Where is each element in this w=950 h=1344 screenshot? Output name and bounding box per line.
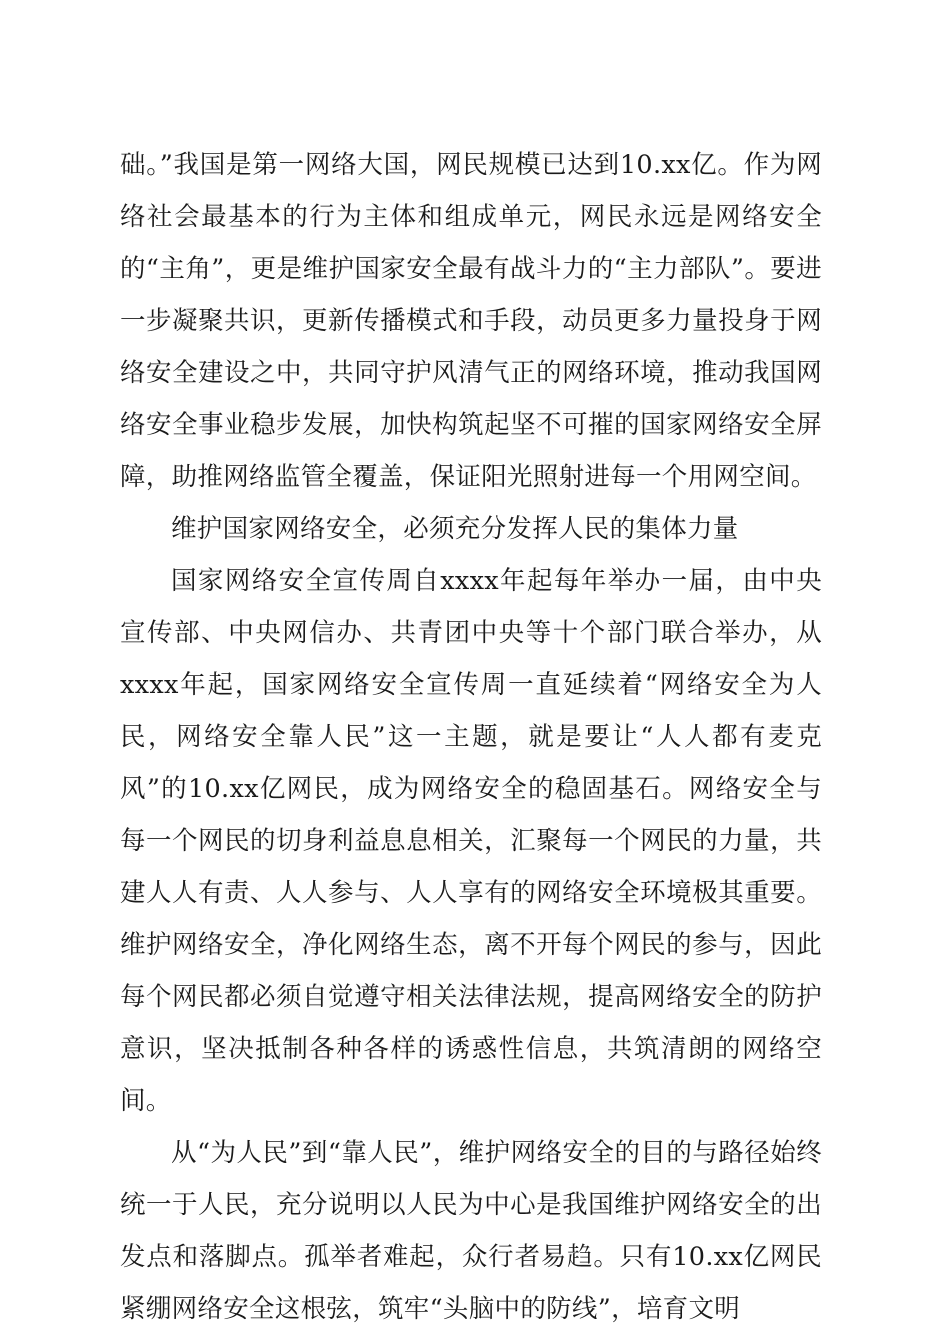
paragraph-propaganda-week: 国家网络安全宣传周自xxxx年起每年举办一届，由中央宣传部、中央网信办、共青团中央等十个部门联合举办，从xxxx年起，国家网络安全宣传周一直延续着“网络安全为人民，网络安全靠人民”这一主题，就是要让“人人都有麦克风”的10.xx亿网民，成为网络安全的稳固基石。网络安全与每一个网民的切身利益息息相关，汇聚每一个网民的力量，共建人人有责、人人参与、人人享有的网络安全环境极其重要。维护网络安全，净化网络生态，离不开每个网民的参与，因此每个网民都必须自觉遵守相关法律法规，提高网络安全的防护意识，坚决抵制各种各样的诱惑性信息，共筑清朗的网络空间。 (120, 566, 822, 1116)
paragraph-continuation: 础。”我国是第一网络大国，网民规模已达到10.xx亿。作为网络社会最基本的行为主体和组成单元，网民永远是网络安全的“主角”，更是维护国家安全最有战斗力的“主力部队”。要进一步凝聚共识，更新传播模式和手段，动员更多力量投身于网络安全建设之中，共同守护风清气正的网络环境，推动我国网络安全事业稳步发展，加快构筑起坚不可摧的国家网络安全屏障，助推网络监管全覆盖，保证阳光照射进每一个用网空间。 (120, 150, 822, 492)
document-page (120, 139, 822, 1335)
paragraph-for-the-people: 从“为人民”到“靠人民”，维护网络安全的目的与路径始终统一于人民，充分说明以人民为中心是我国维护网络安全的出发点和落脚点。孤举者难起，众行者易趋。只有10.xx亿网民紧绷网络安全这根弦，筑牢“头脑中的防线”，培育文明 (120, 1138, 822, 1324)
section-heading: 维护国家网络安全，必须充分发挥人民的集体力量 (171, 514, 739, 544)
